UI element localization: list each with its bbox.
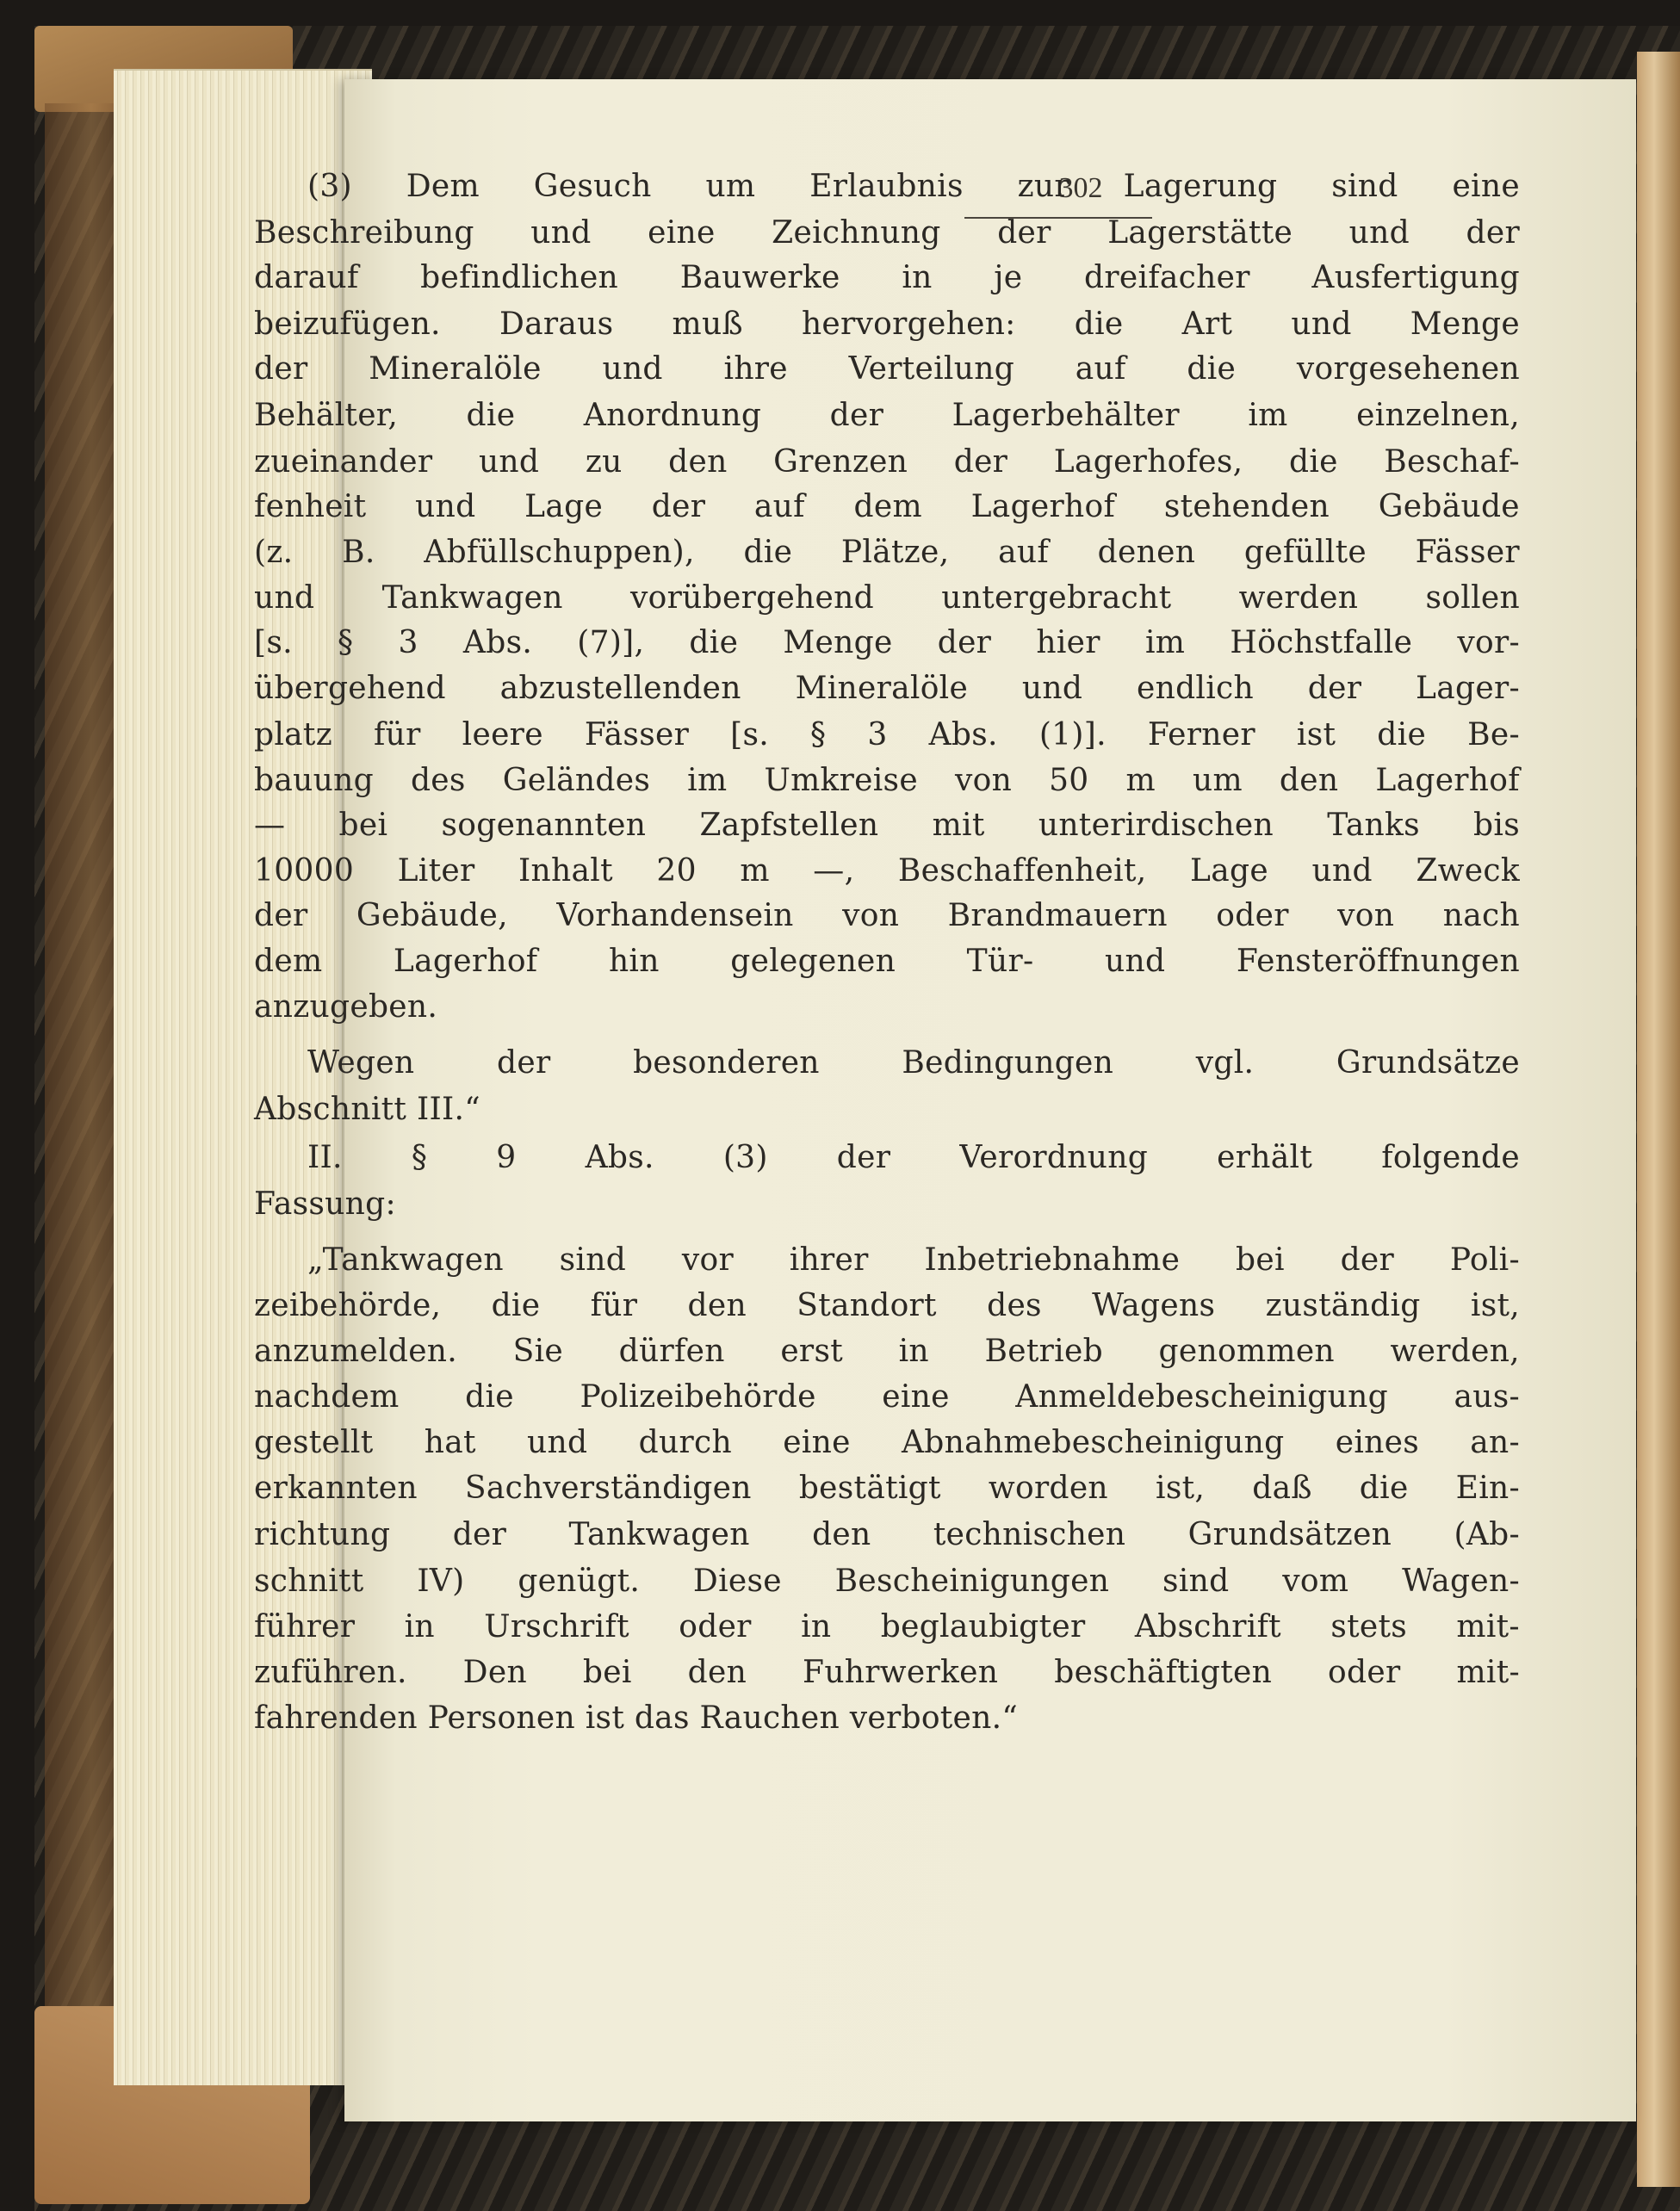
word: vorübergehend (630, 580, 874, 616)
word: bei (582, 1655, 632, 1690)
word: gestellt (254, 1425, 374, 1460)
word: Abs. (928, 717, 998, 752)
word: worden (988, 1471, 1108, 1506)
word: erst (780, 1334, 843, 1369)
word: IV) (417, 1564, 465, 1599)
word: [s. (254, 625, 293, 660)
word: die (1288, 444, 1338, 480)
word: Fässer (1415, 535, 1520, 570)
text-line (254, 1563, 1520, 1601)
word: und (602, 351, 663, 387)
word: (Ab- (1454, 1517, 1520, 1552)
word: m (1125, 763, 1156, 798)
word: Ausfertigung (1311, 260, 1520, 295)
word: den (668, 444, 728, 480)
word: untergebracht (941, 580, 1172, 616)
text-line (254, 306, 1520, 344)
word: die (743, 535, 793, 570)
word: Lagerung (1123, 169, 1278, 204)
text-line (307, 168, 1520, 206)
word: Brandmauern (947, 898, 1168, 933)
word: Zapfstellen (699, 808, 879, 843)
word: zur (1017, 169, 1069, 204)
word: Poli- (1449, 1242, 1520, 1278)
word: und (527, 1425, 588, 1460)
word: in (404, 1609, 435, 1644)
word: ist, (1470, 1288, 1520, 1323)
word: im (1248, 398, 1288, 433)
word: gefüllte (1243, 535, 1367, 570)
word: Grundsätze (1336, 1045, 1520, 1081)
word: § (411, 1140, 428, 1175)
text-line (254, 1287, 1520, 1325)
word: Verordnung (959, 1140, 1149, 1175)
word: den (812, 1517, 871, 1552)
word: 10000 (254, 853, 355, 889)
word: ihrer (789, 1242, 869, 1278)
word: § (810, 717, 827, 752)
word: des (987, 1288, 1042, 1323)
word: ist (1296, 717, 1336, 752)
text-line (254, 1424, 1520, 1462)
word: hin (608, 944, 660, 979)
word: hier (1036, 625, 1100, 660)
word: sind (1331, 169, 1398, 204)
word: zeibehörde, (254, 1288, 442, 1323)
word: muß (672, 307, 743, 342)
word: Behälter, (254, 398, 399, 433)
word: zuständig (1265, 1288, 1421, 1323)
word: fenheit (254, 489, 367, 524)
word: Beschaf- (1384, 444, 1520, 480)
word: der (997, 215, 1051, 251)
word: befindlichen (420, 260, 619, 295)
word: hat (424, 1425, 476, 1460)
word: Abnahmebescheinigung (901, 1425, 1285, 1460)
word: Abfüllschuppen), (424, 535, 695, 570)
word: oder (679, 1609, 752, 1644)
word: der (836, 1140, 891, 1175)
word: übergehend (254, 671, 446, 706)
word: mit (932, 808, 985, 843)
word: Fuhrwerken (803, 1655, 999, 1690)
word: Lagerhof (1375, 763, 1520, 798)
word: mit- (1456, 1655, 1520, 1690)
word: Abschrift (1134, 1609, 1281, 1644)
word: Urschrift (484, 1609, 629, 1644)
word: die (1377, 717, 1427, 752)
word: der (1307, 671, 1362, 706)
word: Abs. (585, 1140, 654, 1175)
word: schnitt (254, 1564, 364, 1599)
text-line: Fassung: (254, 1186, 396, 1222)
text-line (254, 943, 1520, 981)
word: um (1192, 763, 1243, 798)
word: von (1337, 898, 1395, 933)
word: Dem (406, 169, 480, 204)
word: beizufügen. (254, 307, 441, 342)
word: dreifacher (1084, 260, 1250, 295)
word: Geländes (502, 763, 651, 798)
text-line (254, 624, 1520, 662)
word: Lage (1190, 853, 1268, 889)
word: Den (462, 1655, 527, 1690)
text-line (254, 443, 1520, 481)
word: des (410, 763, 466, 798)
word: Betrieb (984, 1334, 1103, 1369)
word: Mineralöle (369, 351, 542, 387)
word: den (1279, 763, 1339, 798)
facing-page-edge (1637, 52, 1680, 2187)
word: führer (254, 1609, 356, 1644)
word: 9 (496, 1140, 517, 1175)
word: und (478, 444, 540, 480)
word: (z. (254, 535, 294, 570)
word: unterirdischen (1038, 808, 1274, 843)
word: vgl. (1195, 1045, 1255, 1081)
word: Tankwagen (568, 1517, 750, 1552)
word: vorgesehenen (1296, 351, 1520, 387)
word: der (254, 351, 308, 387)
word: Abs. (462, 625, 533, 660)
word: Lagerhof (970, 489, 1116, 524)
word: eine (648, 215, 716, 251)
word: leere (462, 717, 543, 752)
word: (3) (722, 1140, 768, 1175)
word: Sachverständigen (464, 1471, 752, 1506)
word: die (1359, 1471, 1409, 1506)
word: je (994, 260, 1023, 295)
word: Fensteröffnungen (1236, 944, 1520, 979)
word: im (687, 763, 728, 798)
word: Polizeibehörde (580, 1379, 816, 1415)
word: mit- (1456, 1609, 1520, 1644)
word: für (374, 717, 421, 752)
word: daß (1252, 1471, 1312, 1506)
word: Wagen- (1402, 1564, 1520, 1599)
word: und (415, 489, 476, 524)
word: eine (783, 1425, 851, 1460)
word: eine (882, 1379, 950, 1415)
word: § (338, 625, 354, 660)
text-line (254, 716, 1520, 754)
word: platz (254, 717, 332, 752)
cover-leather-spine (45, 103, 122, 2170)
word: 3 (867, 717, 888, 752)
text-line (254, 1516, 1520, 1554)
word: 20 (656, 853, 697, 889)
word: und (1311, 853, 1373, 889)
word: an- (1470, 1425, 1520, 1460)
word: nach (1442, 898, 1520, 933)
word: einzelnen, (1356, 398, 1520, 433)
word: erhält (1217, 1140, 1313, 1175)
word: dem (853, 489, 922, 524)
text-line: fahrenden Personen ist das Rauchen verboten.“ (254, 1700, 1019, 1736)
word: m (740, 853, 770, 889)
word: von (954, 763, 1013, 798)
word: in (801, 1609, 832, 1644)
text-line (254, 397, 1520, 435)
page-number: 302 (1058, 172, 1103, 204)
word: Lagerstätte (1107, 215, 1293, 251)
word: dem (254, 944, 323, 979)
word: beschäftigten (1054, 1655, 1273, 1690)
word: und (1291, 307, 1352, 342)
word: und (530, 215, 592, 251)
word: „Tankwagen (307, 1242, 504, 1278)
word: Anmeldebescheinigung (1015, 1379, 1388, 1415)
word: Wegen (307, 1045, 415, 1081)
word: beglaubigter (880, 1609, 1086, 1644)
text-line (254, 534, 1520, 572)
word: Anordnung (583, 398, 762, 433)
word: stets (1330, 1609, 1408, 1644)
word: Bauwerke (679, 260, 840, 295)
word: nachdem (254, 1379, 400, 1415)
word: im (1144, 625, 1186, 660)
word: durch (638, 1425, 732, 1460)
text-line (254, 807, 1520, 845)
word: der (937, 625, 992, 660)
text-line (254, 1378, 1520, 1416)
word: (3) (307, 169, 352, 204)
word: Daraus (499, 307, 614, 342)
text-line (254, 897, 1520, 935)
word: folgende (1381, 1140, 1520, 1175)
word: Mineralöle (795, 671, 969, 706)
word: Ferner (1147, 717, 1255, 752)
word: Zeichnung (772, 215, 941, 251)
text-line (307, 1139, 1520, 1177)
word: Inbetriebnahme (924, 1242, 1181, 1278)
page-text-block (254, 168, 1520, 1976)
word: Zweck (1416, 853, 1520, 889)
word: und (1021, 671, 1083, 706)
word: zueinander (254, 444, 433, 480)
word: für (590, 1288, 638, 1323)
word: eine (1452, 169, 1520, 204)
word: sogenannten (441, 808, 647, 843)
word: zuführen. (254, 1655, 407, 1690)
word: richtung (254, 1517, 391, 1552)
word: den (687, 1655, 747, 1690)
word: Vorhandensein (556, 898, 794, 933)
word: der (254, 898, 308, 933)
word: erkannten (254, 1471, 418, 1506)
word: die (1187, 351, 1237, 387)
word: Tür- (966, 944, 1034, 979)
word: Plätze, (840, 535, 950, 570)
word: Erlaubnis (809, 169, 964, 204)
text-line (307, 1242, 1520, 1279)
word: der (497, 1045, 551, 1081)
word: Tanks (1327, 808, 1420, 843)
text-line (254, 1470, 1520, 1508)
word: bis (1473, 808, 1520, 843)
word: ist, (1156, 1471, 1206, 1506)
word: Tankwagen (381, 580, 563, 616)
word: Lager- (1416, 671, 1520, 706)
word: Lagerhof (393, 944, 538, 979)
word: aus- (1454, 1379, 1520, 1415)
word: — (254, 808, 286, 843)
word: Höchstfalle (1230, 625, 1413, 660)
word: II. (307, 1140, 343, 1175)
word: Sie (512, 1334, 564, 1369)
text-line (254, 214, 1520, 252)
text-line: anzugeben. (254, 989, 438, 1025)
word: die (465, 1379, 514, 1415)
word: (1)]. (1038, 717, 1107, 752)
word: werden (1238, 580, 1359, 616)
word: Menge (1410, 307, 1520, 342)
text-line (254, 852, 1520, 890)
word: die (1074, 307, 1124, 342)
word: darauf (254, 260, 359, 295)
word: Beschreibung (254, 215, 474, 251)
word: endlich (1137, 671, 1255, 706)
text-line (254, 579, 1520, 617)
text-line (254, 488, 1520, 526)
word: Grundsätzen (1187, 1517, 1392, 1552)
word: Verteilung (848, 351, 1015, 387)
word: und (1348, 215, 1410, 251)
word: Diese (692, 1564, 782, 1599)
word: Umkreise (764, 763, 918, 798)
word: anzumelden. (254, 1334, 458, 1369)
word: vor- (1457, 625, 1520, 660)
text-line (254, 1333, 1520, 1371)
word: in (898, 1334, 929, 1369)
word: besonderen (633, 1045, 820, 1081)
word: auf (998, 535, 1049, 570)
word: Lage (524, 489, 604, 524)
word: und (1104, 944, 1166, 979)
word: Grenzen (773, 444, 908, 480)
word: bauung (254, 763, 374, 798)
word: Standort (797, 1288, 937, 1323)
word: sollen (1425, 580, 1520, 616)
word: die (466, 398, 516, 433)
word: die (491, 1288, 541, 1323)
word: Beschaffenheit, (897, 853, 1147, 889)
word: abzustellenden (499, 671, 741, 706)
word: dürfen (618, 1334, 725, 1369)
word: von (842, 898, 900, 933)
text-line (254, 670, 1520, 708)
word: sind (559, 1242, 627, 1278)
word: [s. (730, 717, 769, 752)
word: zu (585, 444, 623, 480)
word: ihre (723, 351, 788, 387)
word: Inhalt (518, 853, 613, 889)
word: Gebäude, (356, 898, 508, 933)
word: Bedingungen (902, 1045, 1114, 1081)
word: denen (1097, 535, 1196, 570)
word: der (1466, 215, 1520, 251)
word: Lagerbehälter (952, 398, 1180, 433)
word: Gebäude (1378, 489, 1520, 524)
word: in (902, 260, 933, 295)
word: 3 (398, 625, 418, 660)
word: eines (1335, 1425, 1420, 1460)
word: (7)], (577, 625, 645, 660)
text-line (254, 762, 1520, 800)
word: stehenden (1163, 489, 1330, 524)
word: der (1340, 1242, 1395, 1278)
word: Art (1181, 307, 1233, 342)
word: Be- (1467, 717, 1520, 752)
word: um (705, 169, 756, 204)
word: Wagens (1092, 1288, 1216, 1323)
word: der (651, 489, 706, 524)
word: B. (342, 535, 375, 570)
word: vor (681, 1242, 734, 1278)
word: hervorgehen: (801, 307, 1016, 342)
word: die (689, 625, 739, 660)
word: werden, (1390, 1334, 1520, 1369)
word: 50 (1049, 763, 1089, 798)
word: bestätigt (798, 1471, 941, 1506)
word: Lagerhofes, (1053, 444, 1243, 480)
word: sind (1162, 1564, 1230, 1599)
word: bei (338, 808, 388, 843)
text-line (307, 1044, 1520, 1082)
word: vom (1282, 1564, 1349, 1599)
word: Liter (397, 853, 475, 889)
text-line (254, 259, 1520, 297)
word: Bescheinigungen (834, 1564, 1110, 1599)
word: genügt. (518, 1564, 641, 1599)
word: Fässer (584, 717, 690, 752)
word: oder (1216, 898, 1289, 933)
word: oder (1328, 1655, 1401, 1690)
word: den (687, 1288, 747, 1323)
word: —, (813, 853, 855, 889)
word: genommen (1158, 1334, 1335, 1369)
word: auf (1075, 351, 1126, 387)
word: Gesuch (533, 169, 652, 204)
word: der (452, 1517, 507, 1552)
word: der (953, 444, 1008, 480)
word: auf (753, 489, 805, 524)
word: der (829, 398, 884, 433)
word: Menge (783, 625, 893, 660)
word: technischen (933, 1517, 1126, 1552)
word: Ein- (1455, 1471, 1520, 1506)
text-line (254, 350, 1520, 388)
text-line: Abschnitt III.“ (254, 1092, 480, 1127)
text-line (254, 1608, 1520, 1646)
word: bei (1236, 1242, 1285, 1278)
word: und (254, 580, 315, 616)
text-line (254, 1654, 1520, 1692)
word: gelegenen (730, 944, 896, 979)
